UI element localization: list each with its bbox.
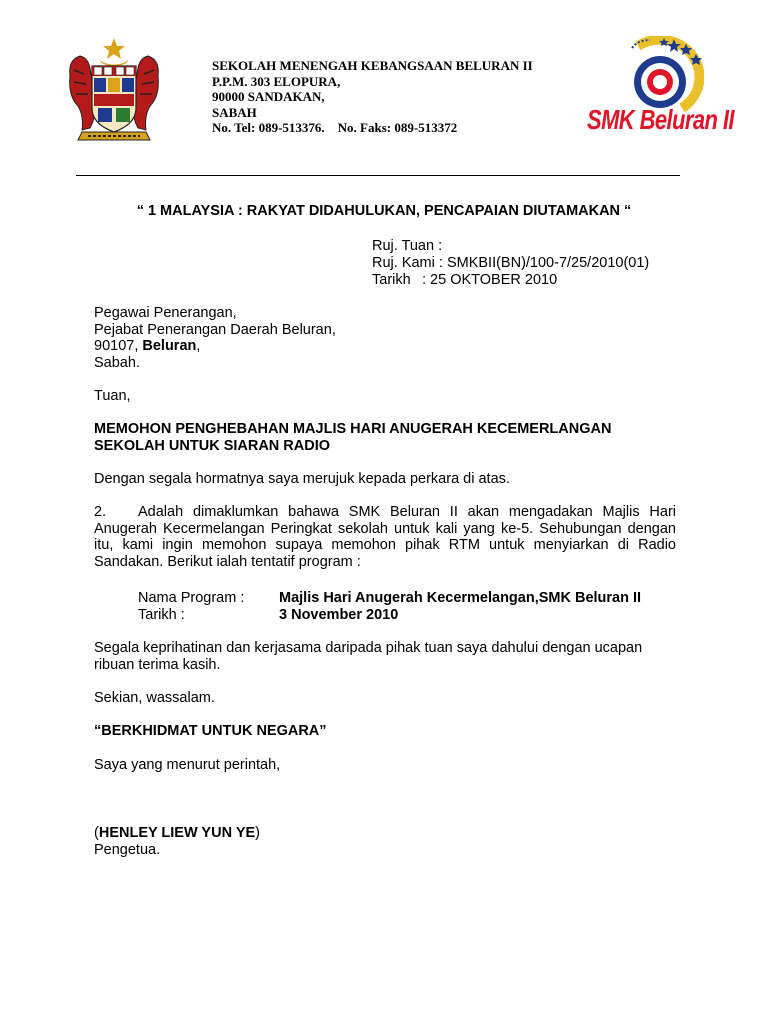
school-state: SABAH [212,104,257,120]
signatory-name: HENLEY LIEW YUN YE [98,825,256,841]
closing: Sekian, wassalam. [94,690,215,706]
recipient-town: Beluran [142,338,197,354]
subject-line: MEMOHON PENGHEBAHAN MAJLIS HARI ANUGERAH KECEMERLANGAN SEKOLAH UNTUK SIARAN RADIO [94,421,612,454]
header-divider [76,175,680,176]
salutation: Tuan, [94,388,131,404]
sign-off: Saya yang menurut perintah, [94,757,281,773]
letterhead [212,58,533,136]
slogan: “BERKHIDMAT UNTUK NEGARA” [94,723,327,739]
motto: “ 1 MALAYSIA : RAKYAT DIDAHULUKAN, PENCAPAIAN DIUTAMAKAN “ [136,203,632,219]
tarikh-label: Tarikh [372,272,411,288]
recipient-line-3 [94,338,336,355]
ruj-kami-label: Ruj. Kami : [372,255,443,271]
paragraph-1: Dengan segala hormatnya saya merujuk kepada perkara di atas. [94,471,510,487]
tarikh-value: : 25 OKTOBER 2010 [422,272,558,288]
recipient-address [94,305,336,371]
reference-block [372,238,649,289]
school-po-box: P.P.M. 303 ELOPURA, [212,73,341,89]
coat-of-arms-logo [64,36,164,148]
paragraph-2 [94,504,676,570]
signatory-name-line [94,825,676,842]
signatory-close-paren: ) [255,825,261,841]
school-contact: No. Tel: 089-513376. No. Faks: 089-513372 [212,120,458,135]
paragraph-3: Segala keprihatinan dan kerjasama daripada pihak tuan saya dahului dengan ucapan ribuan terima kasih. [94,640,643,673]
recipient-line-1: Pegawai Penerangan, [94,305,237,321]
recipient-line-2: Pejabat Penerangan Daerah Beluran, [94,321,336,338]
recipient-postcode: 90107, [94,338,143,354]
recipient-line-4: Sabah. [94,354,140,371]
program-date-value: 3 November 2010 [279,607,399,623]
ruj-tuan-label: Ruj. Tuan : [372,238,443,254]
program-details [138,590,641,624]
paragraph-2-text: Adalah dimaklumkan bahawa SMK Beluran II akan mengadakan Majlis Hari Anugerah Kecermelangan Peringkat sekolah untuk kali yang ke-5. Sehubungan dengan itu, kami ingin memohon supaya memohon pihak RTM untuk menyiarkan di Radio Sandakan. Berikut ialah tentatif program : [94,504,676,570]
ruj-kami-value: SMKBII(BN)/100-7/25/2010(01) [446,255,650,271]
program-name-label: Nama Program : [138,590,245,606]
school-city: 90000 SANDAKAN, [212,89,325,104]
program-name-value: Majlis Hari Anugerah Kecermelangan,SMK Beluran II [279,590,642,606]
recipient-comma: , [196,338,201,354]
smk-logo-text: SMK Beluran II [587,104,734,136]
school-name: SEKOLAH MENENGAH KEBANGSAAN BELURAN II [212,58,533,73]
program-date-label: Tarikh : [138,607,185,623]
signatory-title: Pengetua. [94,842,161,858]
paragraph-2-number: 2. [94,504,107,520]
signatory-open-paren: ( [94,825,99,841]
